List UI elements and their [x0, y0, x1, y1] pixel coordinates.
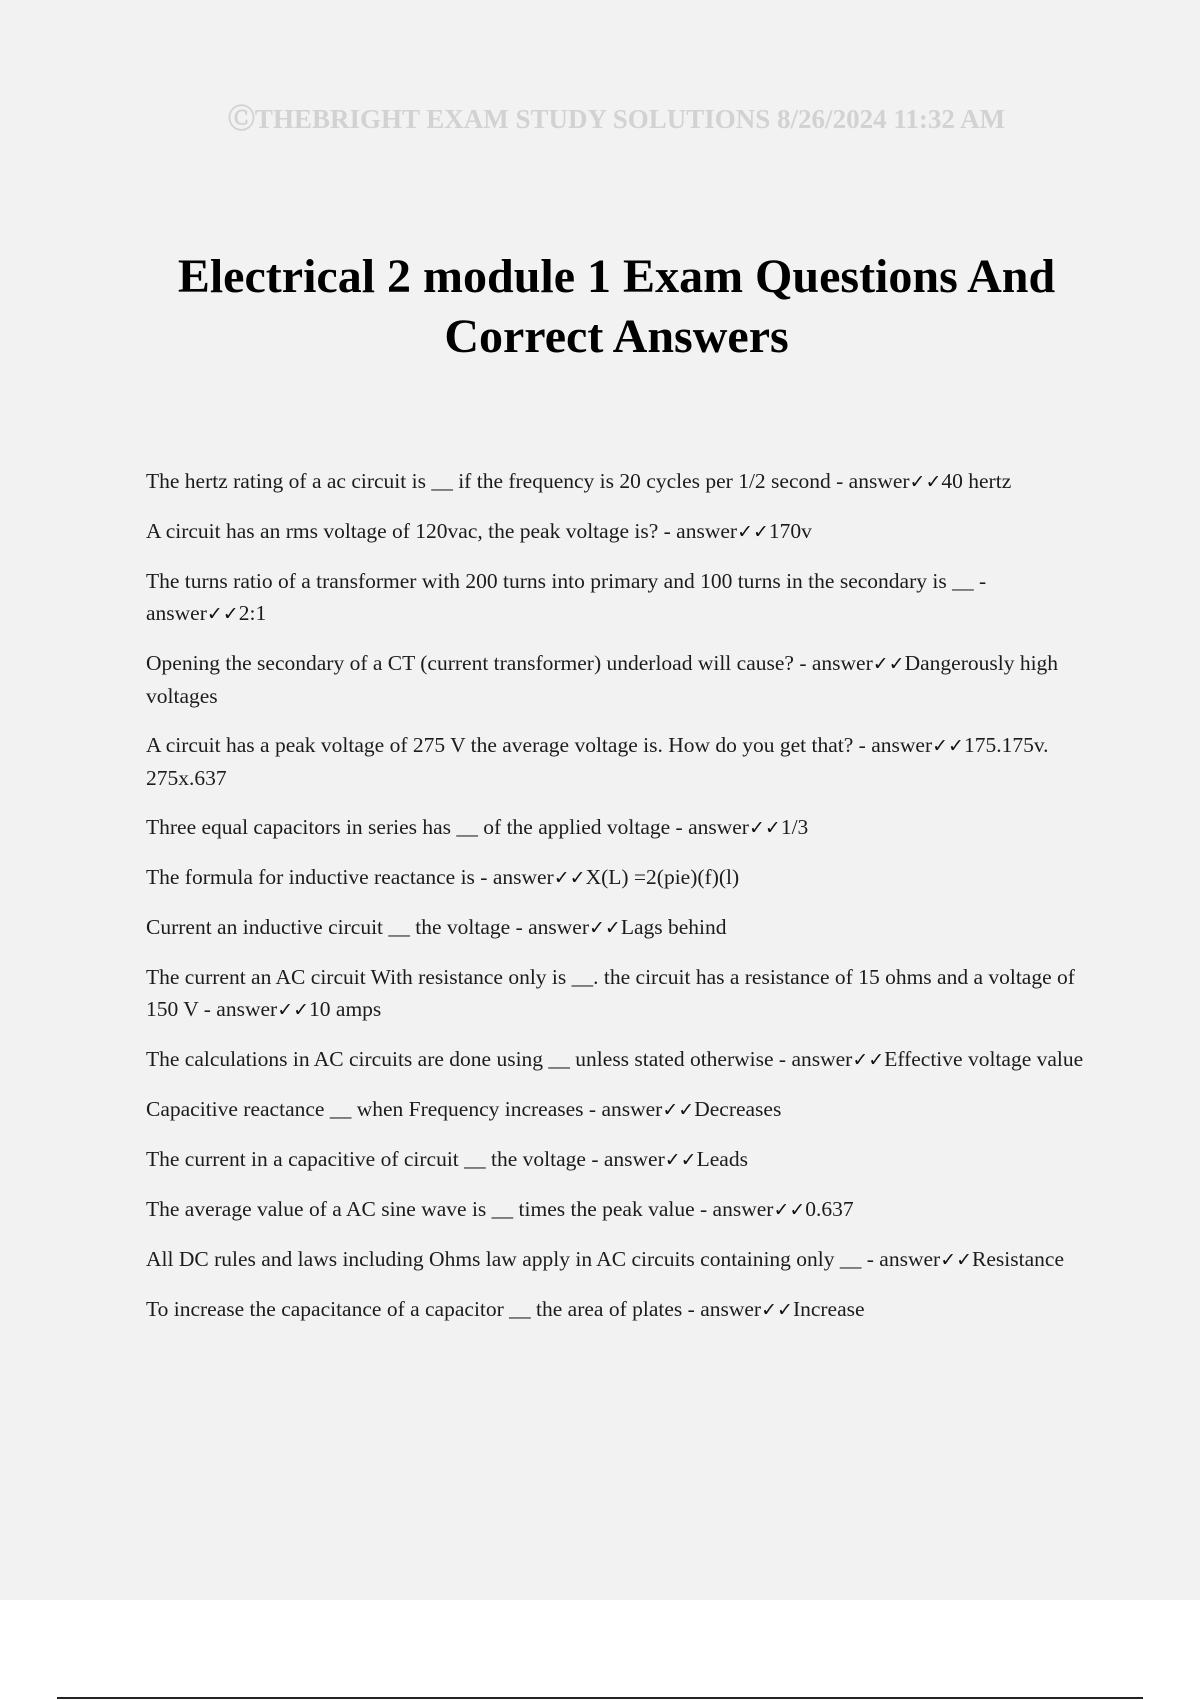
question-text: The turns ratio of a transformer with 200 turns into primary and 100 turns in the secondary is __ - answer [146, 569, 987, 625]
qa-item [146, 911, 1091, 944]
qa-item [146, 565, 1091, 630]
document-title: Electrical 2 module 1 Exam Questions And Correct Answers [177, 250, 1056, 363]
qa-item [146, 861, 1091, 894]
answer-text: Dangerously high voltages [146, 651, 1059, 708]
double-check-icon: ✓✓ [662, 1099, 695, 1121]
answer-text: Resistance [972, 1247, 1064, 1271]
answer-text: 0.637 [805, 1197, 854, 1221]
qa-item [146, 1143, 1091, 1176]
question-text: All DC rules and laws including Ohms law apply in AC circuits containing only __ - answer [146, 1247, 941, 1271]
double-check-icon: ✓✓ [553, 867, 586, 889]
qa-item [146, 1243, 1091, 1276]
double-check-icon: ✓✓ [737, 521, 769, 543]
double-check-icon: ✓✓ [940, 1249, 973, 1271]
question-text: The average value of a AC sine wave is __ times the peak value - answer [146, 1197, 774, 1221]
double-check-icon: ✓✓ [932, 735, 964, 757]
answer-text: 40 hertz [941, 469, 1012, 493]
qa-item [146, 647, 1091, 712]
question-text: The calculations in AC circuits are done using __ unless stated otherwise - answer [146, 1047, 853, 1071]
double-check-icon: ✓✓ [852, 1049, 885, 1071]
answer-text: Leads [696, 1147, 748, 1171]
qa-item [146, 811, 1091, 844]
qa-item [146, 1293, 1091, 1326]
answer-text: Lags behind [620, 915, 727, 939]
question-text: A circuit has an rms voltage of 120vac, the peak voltage is? - answer [146, 519, 738, 543]
question-text: Capacitive reactance __ when Frequency increases - answer [146, 1097, 663, 1121]
answer-text: 10 amps [309, 997, 382, 1021]
qa-item [146, 961, 1091, 1026]
question-text: The current an AC circuit With resistance only is __. the circuit has a resistance of 15 ohms and a voltage of 150 V - answer [146, 965, 1075, 1021]
double-check-icon: ✓✓ [748, 817, 781, 839]
double-check-icon: ✓✓ [761, 1299, 793, 1321]
answer-text: 175.175v. 275x.637 [146, 733, 1049, 790]
watermark: ⒸTHEBRIGHT EXAM STUDY SOLUTIONS 8/26/2024 11:32 AM [227, 104, 1006, 134]
answer-text: 2:1 [238, 601, 267, 625]
qa-item [146, 515, 1091, 548]
double-check-icon: ✓✓ [206, 603, 239, 625]
qa-item [146, 729, 1091, 794]
double-check-icon: ✓✓ [773, 1199, 806, 1221]
question-text: Opening the secondary of a CT (current transformer) underload will cause? - answer [146, 651, 873, 675]
answer-text: Increase [792, 1297, 865, 1321]
double-check-icon: ✓✓ [664, 1149, 697, 1171]
question-text: To increase the capacitance of a capacitor __ the area of plates - answer [146, 1297, 762, 1321]
question-text: A circuit has a peak voltage of 275 V the average voltage is. How do you get that? - answer [146, 733, 933, 757]
question-text: The current in a capacitive of circuit __ the voltage - answer [146, 1147, 665, 1171]
answer-text: Decreases [694, 1097, 782, 1121]
double-check-icon: ✓✓ [589, 917, 621, 939]
double-check-icon: ✓✓ [872, 653, 905, 675]
question-text: Three equal capacitors in series has __ of the applied voltage - answer [146, 815, 749, 839]
qa-item [146, 1193, 1091, 1226]
answer-text: Effective voltage value [884, 1047, 1084, 1071]
footer-divider [57, 1697, 1143, 1699]
answer-text: 170v [768, 519, 812, 543]
answer-text: X(L) =2(pie)(f)(l) [585, 865, 740, 889]
answer-text: 1/3 [780, 815, 809, 839]
qa-item [146, 1093, 1091, 1126]
qa-item [146, 1043, 1091, 1076]
double-check-icon: ✓✓ [277, 999, 310, 1021]
qa-item [146, 465, 1091, 498]
question-text: The formula for inductive reactance is - answer [146, 865, 554, 889]
question-answer-list [146, 465, 1091, 1343]
double-check-icon: ✓✓ [909, 471, 942, 493]
question-text: Current an inductive circuit __ the voltage - answer [146, 915, 589, 939]
question-text: The hertz rating of a ac circuit is __ if the frequency is 20 cycles per 1/2 second - answer [146, 469, 910, 493]
